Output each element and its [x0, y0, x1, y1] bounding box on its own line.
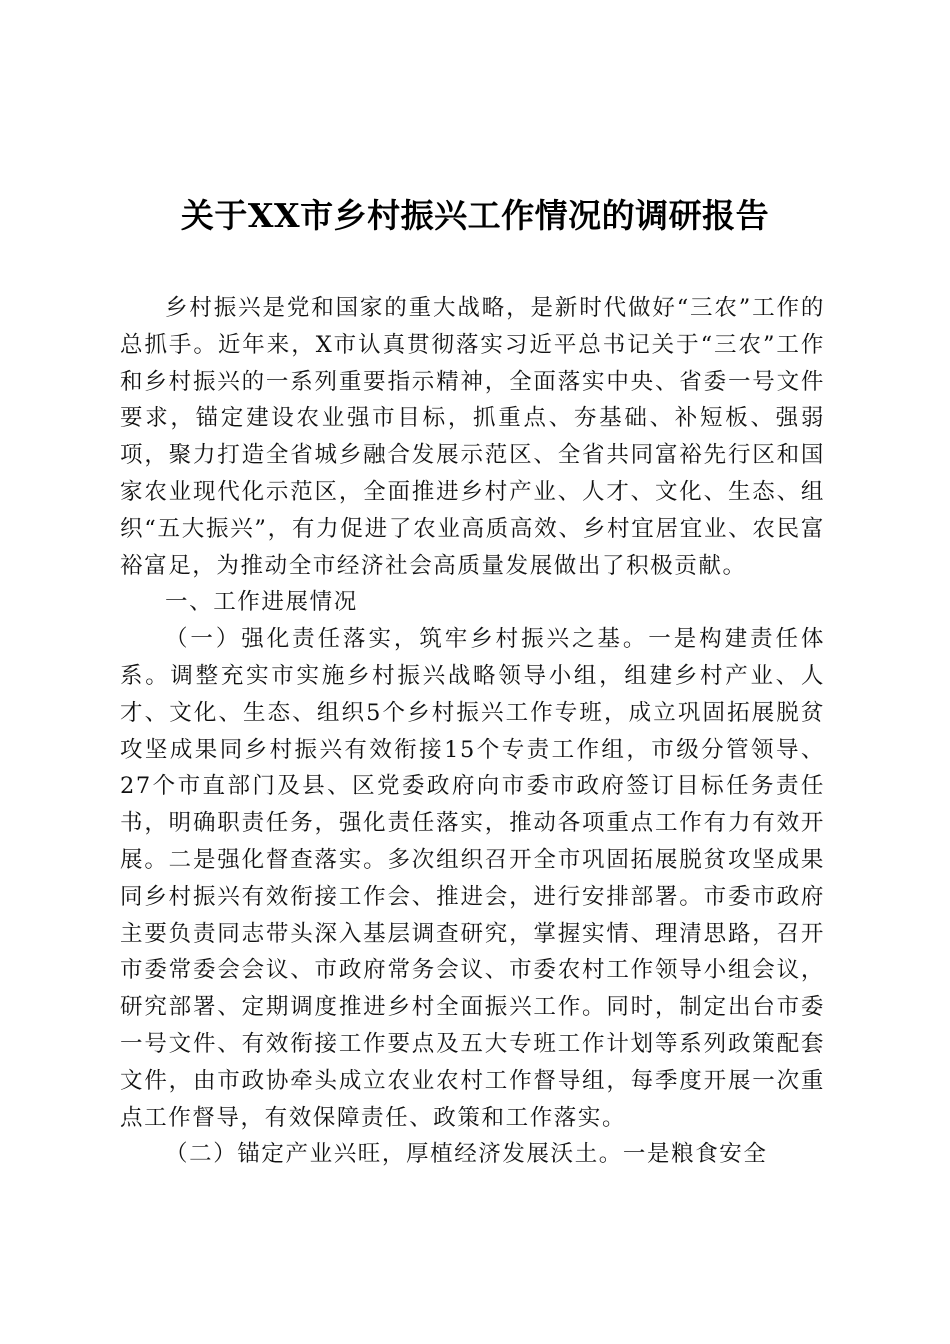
- section-paragraph: （一）强化责任落实，筑牢乡村振兴之基。一是构建责任体系。调整充实市实施乡村振兴战略领导小组，组建乡村产业、人才、文化、生态、组织5个乡村振兴工作专班，成立巩固拓展脱贫攻坚成果同乡村振兴有效衔接15个专责工作组，市级分管领导、27个市直部门及县、区党委政府向市委市政府签订目标任务责任书，明确职责任务，强化责任落实，推动各项重点工作有力有效开展。二是强化督查落实。多次组织召开全市巩固拓展脱贫攻坚成果同乡村振兴有效衔接工作会、推进会，进行安排部署。市委市政府主要负责同志带头深入基层调查研究，掌握实情、理清思路，召开市委常委会会议、市政府常务会议、市委农村工作领导小组会议，研究部署、定期调度推进乡村全面振兴工作。同时，制定出台市委一号文件、有效衔接工作要点及五大专班工作计划等系列政策配套文件，由市政协牵头成立农业农村工作督导组，每季度开展一次重点工作督导，有效保障责任、政策和工作落实。: [120, 626, 825, 1131]
- document-title: 关于XX市乡村振兴工作情况的调研报告: [180, 196, 770, 236]
- section-paragraph: （二）锚定产业兴旺，厚植经济发展沃土。一是粮食安全: [165, 1141, 768, 1168]
- intro-paragraph: 乡村振兴是党和国家的重大战略，是新时代做好“三农”工作的总抓手。近年来，X市认真贯彻落实习近平总书记关于“三农”工作和乡村振兴的一系列重要指示精神，全面落实中央、省委一号文件要求，锚定建设农业强市目标，抓重点、夯基础、补短板、强弱项，聚力打造全省城乡融合发展示范区、全省共同富裕先行区和国家农业现代化示范区，全面推进乡村产业、人才、文化、生态、组织“五大振兴”，有力促进了农业高质高效、乡村宜居宜业、农民富裕富足，为推动全市经济社会高质量发展做出了积极贡献。: [120, 295, 825, 579]
- document-body: [120, 290, 825, 1173]
- section-heading: 一、工作进展情况: [165, 589, 358, 616]
